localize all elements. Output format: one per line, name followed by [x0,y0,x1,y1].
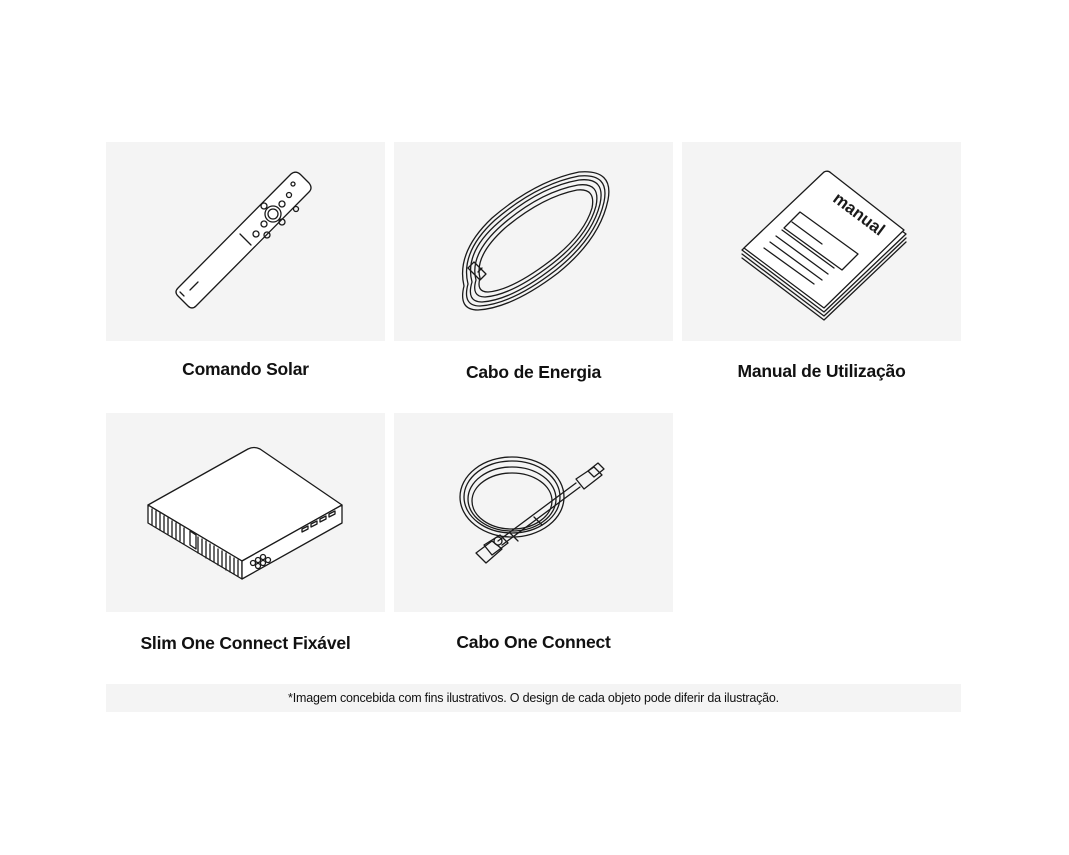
power-cable-card [394,142,673,341]
manual-cover-text: manual [829,188,889,240]
manual-book-icon [682,142,961,341]
one-connect-box-icon [106,413,385,612]
power-cable-icon [394,142,673,341]
one-connect-cable-icon [394,413,673,612]
remote-card [106,142,385,341]
manual-label: Manual de Utilização [737,361,906,381]
one-connect-box-card [106,413,385,612]
power-cable-label: Cabo de Energia [465,362,602,382]
remote-label: Comando Solar [182,359,309,379]
manual-card [682,142,961,341]
one-connect-cable-label: Cabo One Connect [456,632,611,652]
disclaimer-footnote: *Imagem concebida com fins ilustrativos. O design de cada objeto pode diferir da ilustração. [106,684,961,712]
one-connect-cable-card [394,413,673,612]
remote-control-icon [106,142,385,341]
one-connect-box-label: Slim One Connect Fixável [140,633,351,653]
